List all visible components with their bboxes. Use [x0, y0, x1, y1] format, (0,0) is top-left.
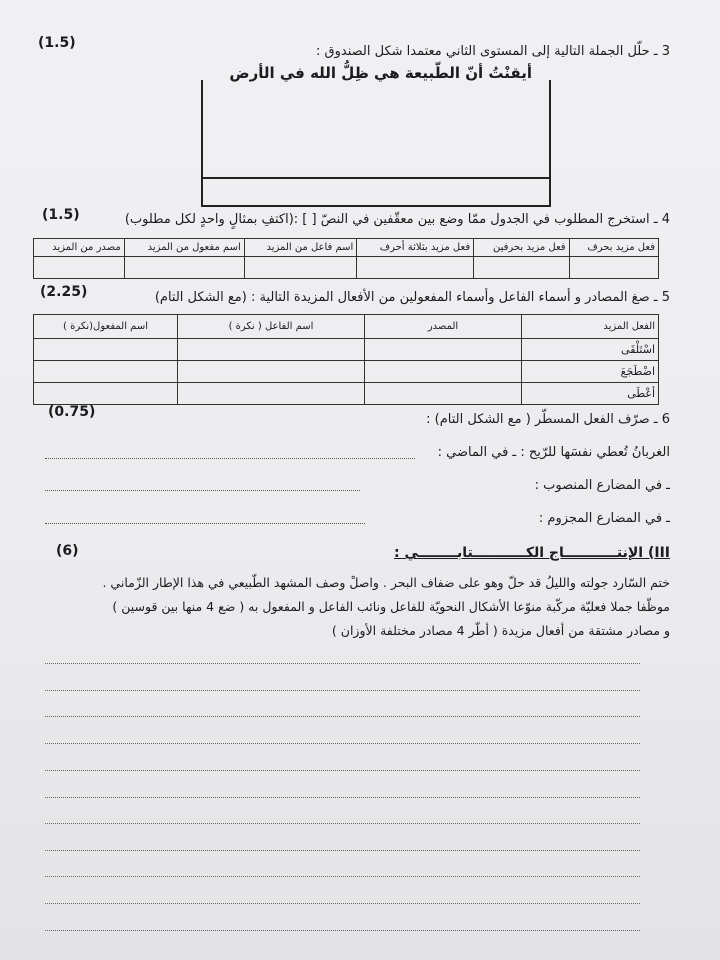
q5-answer-cell[interactable] — [178, 383, 365, 405]
q5-header-cell: اسم الفاعل ( نكرة ) — [178, 315, 365, 339]
q5-answer-cell[interactable] — [365, 383, 522, 405]
writing-line[interactable] — [45, 850, 640, 851]
writing-line[interactable] — [45, 743, 640, 744]
q5-row — [34, 339, 659, 361]
section3-title: III) الإنتـــــــــــاج الكـــــــــــتابــــــــي : — [394, 545, 670, 561]
q3-score: (1.5) — [38, 35, 76, 51]
writing-line[interactable] — [45, 876, 640, 877]
q4-header-cell: فعل مزيد بحرفين — [474, 239, 569, 257]
writing-line[interactable] — [45, 823, 640, 824]
q3-instruction: 3 ـ حلّل الجملة التالية إلى المستوى الثاني معتمدا شكل الصندوق : — [316, 44, 670, 59]
writing-line[interactable] — [45, 930, 640, 931]
q4-instruction: 4 ـ استخرج المطلوب في الجدول ممّا وضع بين معقّفين في النصّ [ ] :(اكتفِ بمثالٍ واحدٍ لكل مطلوب) — [124, 212, 670, 227]
q5-verb: اضْطَجَعَ — [522, 361, 659, 383]
q4-header-cell: فعل مزيد بحرف — [569, 239, 658, 257]
q6-past-answer[interactable] — [45, 458, 415, 459]
q4-answer-cell[interactable] — [569, 257, 658, 279]
q5-answer-cell[interactable] — [34, 383, 178, 405]
q4-header-cell: اسم فاعل من المزيد — [244, 239, 357, 257]
q4-header-row — [34, 239, 659, 257]
writing-line[interactable] — [45, 903, 640, 904]
writing-line[interactable] — [45, 663, 640, 664]
q3-sentence: أيقنْتُ أنّ الطّبيعة هي ظِلُّ الله في الأرض — [229, 64, 532, 82]
q6-past-label: الغربانُ تُعطي نفسَها للرّيح : ـ في الماضي : — [437, 445, 670, 460]
q6-instruction: 6 ـ صرّف الفعل المسطّر ( مع الشكل التام) : — [426, 412, 670, 427]
section3-score: (6) — [56, 543, 79, 559]
q5-header-cell: الفعل المزيد — [522, 315, 659, 339]
writing-line[interactable] — [45, 770, 640, 771]
q4-score: (1.5) — [42, 207, 80, 223]
q5-score: (2.25) — [40, 284, 88, 300]
writing-line[interactable] — [45, 690, 640, 691]
q4-header-cell: اسم مفعول من المزيد — [124, 239, 244, 257]
q5-instruction: 5 ـ صغ المصادر و أسماء الفاعل وأسماء المفعولين من الأفعال المزيدة التالية : (مع الشكل التام) — [154, 290, 670, 305]
q5-answer-cell[interactable] — [365, 361, 522, 383]
section3-paragraph-2: موظّفا جملا فعليّة مركّبة منوّعا الأشكال النحويّة للفاعل ونائب الفاعل و المفعول به ( ضع 4 منها بين قوسين ) — [112, 599, 670, 614]
q6-subjunctive-answer[interactable] — [45, 490, 360, 491]
q4-answer-cell[interactable] — [357, 257, 474, 279]
q6-subjunctive-label: ـ في المضارع المنصوب : — [534, 478, 670, 493]
q5-row — [34, 361, 659, 383]
q5-header-cell: المصدر — [365, 315, 522, 339]
section3-paragraph-3: و مصادر مشتقة من أفعال مزيدة ( أطّر 4 مصادر مختلفة الأوزان ) — [331, 623, 670, 638]
q4-answer-cell[interactable] — [244, 257, 357, 279]
q4-table — [33, 238, 659, 279]
q5-header-row — [34, 315, 659, 339]
q4-header-cell: فعل مزيد بثلاثة أحرف — [357, 239, 474, 257]
analysis-box — [201, 80, 551, 207]
q4-answer-row — [34, 257, 659, 279]
q5-verb: أعْطَى — [522, 383, 659, 405]
q6-jussive-label: ـ في المضارع المجزوم : — [538, 511, 670, 526]
q5-header-cell: اسم المفعول(نكرة ) — [34, 315, 178, 339]
q6-score: (0.75) — [48, 404, 96, 420]
writing-line[interactable] — [45, 797, 640, 798]
q6-jussive-answer[interactable] — [45, 523, 365, 524]
q5-table — [33, 314, 659, 405]
q5-answer-cell[interactable] — [365, 339, 522, 361]
q5-answer-cell[interactable] — [34, 361, 178, 383]
q4-answer-cell[interactable] — [474, 257, 569, 279]
q4-answer-cell[interactable] — [124, 257, 244, 279]
q5-answer-cell[interactable] — [178, 361, 365, 383]
section3-paragraph-1: ختم السّارد جولته والليلُ قد حلّ وهو على ضفاف البحر . واصلْ وصف المشهد الطّبيعي في هذا الإطار الزّماني . — [102, 575, 670, 590]
q4-header-cell: مصدر من المزيد — [34, 239, 125, 257]
q5-row — [34, 383, 659, 405]
q4-answer-cell[interactable] — [34, 257, 125, 279]
analysis-box-divider — [203, 177, 549, 179]
q5-answer-cell[interactable] — [178, 339, 365, 361]
q5-answer-cell[interactable] — [34, 339, 178, 361]
q5-verb: اسْتَلْقَى — [522, 339, 659, 361]
writing-line[interactable] — [45, 716, 640, 717]
